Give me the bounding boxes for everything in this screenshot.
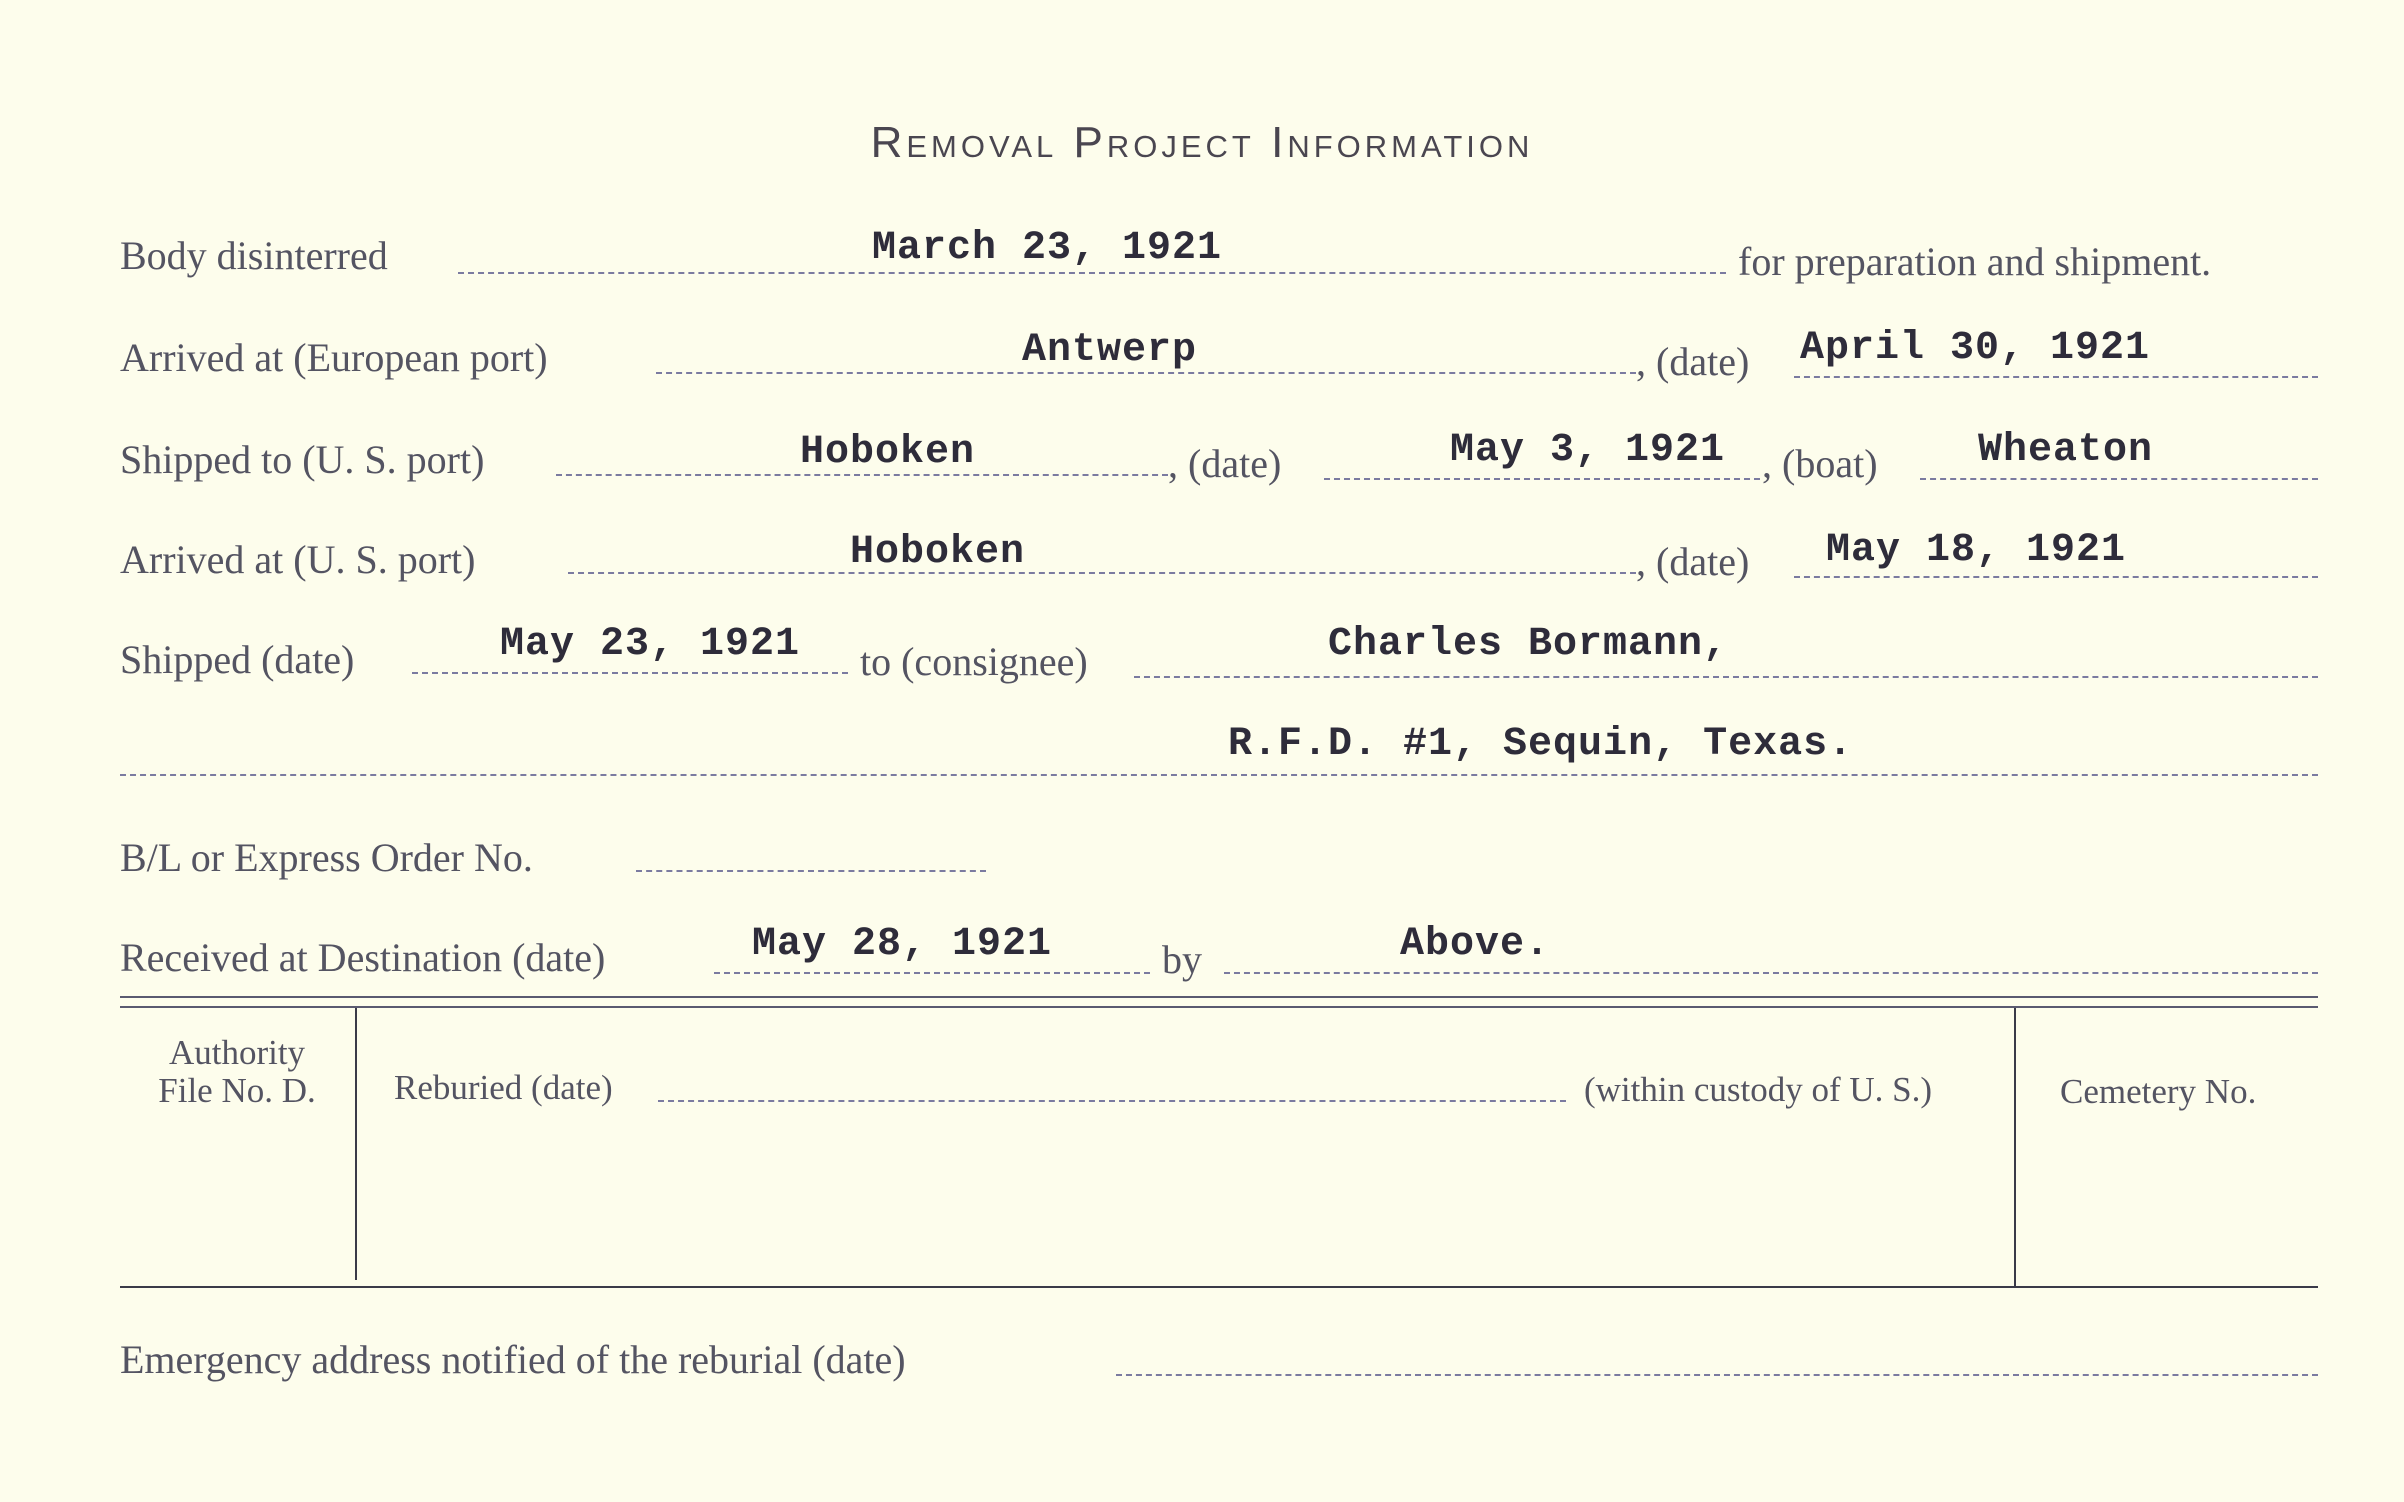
us-port-shipped-date-label: , (date) — [1168, 441, 1282, 486]
authority-line1: Authority — [168, 1033, 306, 1072]
card-title: Removal Project Information — [870, 118, 1534, 167]
box-bottom-rule — [120, 1286, 2318, 1288]
boat-value: Wheaton — [1978, 428, 2154, 473]
disinterred-date: March 23, 1921 — [872, 226, 1223, 271]
bl-label: B/L or Express Order No. — [120, 835, 533, 880]
box-top-rule-2 — [120, 1006, 2318, 1008]
box-divider-right — [2014, 1008, 2016, 1286]
emergency-label: Emergency address notified of the reburial (date) — [120, 1337, 906, 1382]
shipped-date-line — [412, 672, 848, 674]
disinterred-label: Body disinterred — [120, 233, 388, 278]
boat-label: , (boat) — [1762, 441, 1878, 486]
us-port-arrived-date-label: , (date) — [1636, 539, 1750, 584]
consignee-label: to (consignee) — [860, 639, 1088, 684]
shipped-date: May 23, 1921 — [500, 622, 801, 667]
received-date-line — [714, 972, 1150, 974]
european-port-label: Arrived at (European port) — [120, 335, 548, 380]
us-port-shipped-value: Hoboken — [800, 430, 976, 475]
european-port-date-label: , (date) — [1636, 339, 1750, 384]
european-port-date: April 30, 1921 — [1800, 326, 2151, 371]
shipped-date-label: Shipped (date) — [120, 637, 355, 682]
us-port-arrived-value: Hoboken — [850, 530, 1026, 575]
disinterred-suffix: for preparation and shipment. — [1738, 239, 2212, 284]
us-port-shipped-date: May 3, 1921 — [1450, 428, 1726, 473]
european-port-value: Antwerp — [1022, 328, 1198, 373]
reburied-line — [658, 1100, 1566, 1102]
custody-label: (within custody of U. S.) — [1584, 1070, 1933, 1109]
us-port-arrived-date-line — [1794, 576, 2318, 578]
received-by: Above. — [1400, 922, 1551, 967]
emergency-line — [1116, 1374, 2318, 1376]
disinterred-line — [458, 272, 1726, 274]
reburied-label: Reburied (date) — [394, 1068, 613, 1107]
us-port-shipped-date-line — [1324, 478, 1760, 480]
bl-line — [636, 870, 986, 872]
box-divider-left — [355, 1008, 357, 1280]
cemetery-no-label: Cemetery No. — [2060, 1072, 2257, 1111]
consignee-address: R.F.D. #1, Sequin, Texas. — [1228, 722, 1854, 767]
received-by-label: by — [1162, 937, 1202, 982]
authority-line2: File No. D. — [158, 1071, 316, 1110]
european-port-date-line — [1794, 376, 2318, 378]
us-port-arrived-date: May 18, 1921 — [1826, 528, 2127, 573]
us-port-arrived-line — [568, 572, 1636, 574]
consignee-name: Charles Bormann, — [1328, 622, 1729, 667]
address-line — [120, 774, 2318, 776]
us-port-shipped-label: Shipped to (U. S. port) — [120, 437, 485, 482]
box-top-rule-1 — [120, 996, 2318, 998]
received-label: Received at Destination (date) — [120, 935, 606, 980]
boat-line — [1920, 478, 2318, 480]
consignee-line — [1134, 676, 2318, 678]
authority-file-label — [120, 1034, 354, 1110]
received-date: May 28, 1921 — [752, 922, 1053, 967]
us-port-arrived-label: Arrived at (U. S. port) — [120, 537, 476, 582]
received-by-line — [1224, 972, 2318, 974]
